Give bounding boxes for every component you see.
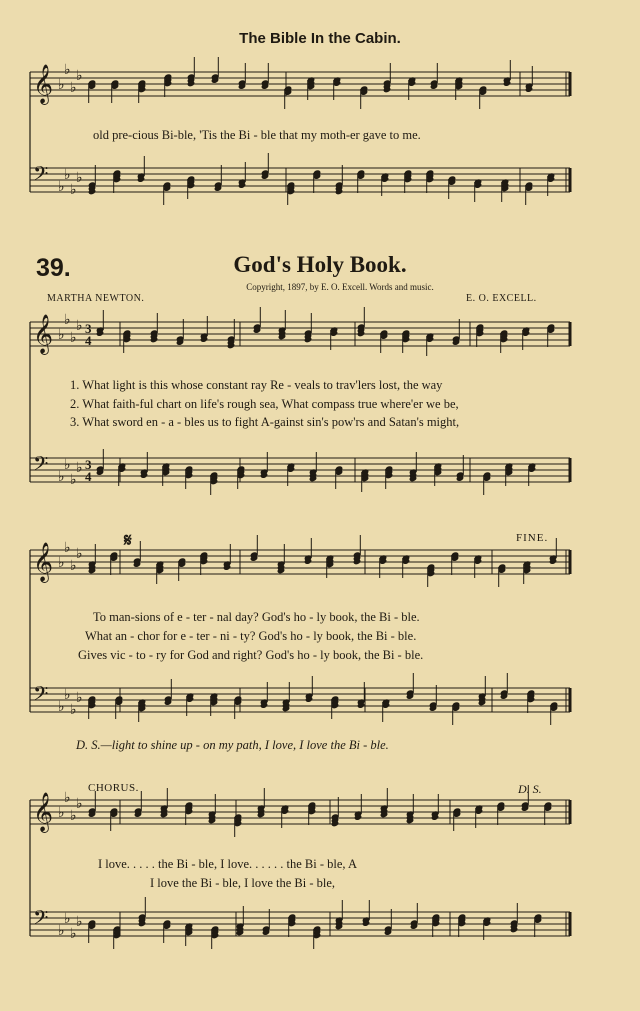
flat-icon: ♭ (70, 472, 77, 488)
fine-marking: FINE. (516, 532, 549, 544)
bass-clef-icon: 𝄢 (33, 682, 49, 710)
flat-icon: ♭ (76, 170, 83, 186)
chorus-lyric-2: I love the Bi - ble, I love the Bi - ble, (150, 876, 336, 890)
hymn-number: 39. (36, 254, 71, 282)
hymn-title: God's Holy Book. (233, 252, 407, 277)
bass-clef-icon: 𝄢 (33, 162, 49, 190)
ds-marking: D. S. (518, 782, 542, 796)
flat-icon: ♭ (58, 555, 65, 571)
ds-lyric: D. S.—light to shine up - on my path, I love, I love the Bi - ble. (76, 738, 389, 752)
flat-icon: ♭ (64, 167, 71, 183)
flat-icon: ♭ (58, 327, 65, 343)
flat-icon: ♭ (58, 179, 65, 195)
flat-icon: ♭ (70, 80, 77, 96)
flat-icon: ♭ (76, 318, 83, 334)
flat-icon: ♭ (64, 457, 71, 473)
flat-icon: ♭ (76, 796, 83, 812)
treble-clef-icon: 𝄞 (33, 64, 54, 104)
chorus-label: CHORUS. (88, 782, 139, 794)
flat-icon: ♭ (76, 68, 83, 84)
treble-clef-icon: 𝄞 (33, 542, 54, 582)
bass-clef-icon: 𝄢 (33, 452, 49, 480)
flat-icon: ♭ (76, 690, 83, 706)
copyright-notice: Copyright, 1897, by E. O. Excell. Words and music. (246, 282, 434, 292)
flat-icon: ♭ (70, 330, 77, 346)
time-signature-bottom: 4 (85, 333, 92, 348)
treble-clef-icon: 𝄞 (33, 314, 54, 354)
flat-icon: ♭ (64, 312, 71, 328)
bass-clef-icon: 𝄢 (33, 906, 49, 934)
flat-icon: ♭ (76, 460, 83, 476)
treble-clef-icon: 𝄞 (33, 792, 54, 832)
composer-credit: E. O. EXCELL. (466, 293, 537, 304)
flat-icon: ♭ (64, 62, 71, 78)
verse-3-line-2: Gives vic - to - ry for God and right? God's ho - ly book, the Bi - ble. (78, 648, 424, 662)
flat-icon: ♭ (70, 558, 77, 574)
time-signature-top: 3 (85, 321, 92, 336)
flat-icon: ♭ (76, 546, 83, 562)
author-credit: MARTHA NEWTON. (47, 293, 145, 304)
flat-icon: ♭ (64, 911, 71, 927)
flat-icon: ♭ (70, 926, 77, 942)
verse-2-line-2: What an - chor for e - ter - ni - ty? God's ho - ly book, the Bi - ble. (85, 629, 417, 643)
top-song-title: The Bible In the Cabin. (239, 30, 401, 47)
time-signature-bottom: 4 (85, 469, 92, 484)
flat-icon: ♭ (58, 469, 65, 485)
top-song-lyric: old pre-cious Bi-ble, 'Tis the Bi - ble that my moth-er gave to me. (93, 128, 421, 142)
flat-icon: ♭ (58, 77, 65, 93)
flat-icon: ♭ (64, 540, 71, 556)
time-signature-top: 3 (85, 457, 92, 472)
flat-icon: ♭ (64, 790, 71, 806)
flat-icon: ♭ (58, 923, 65, 939)
verse-2-line-1: 2. What faith-ful chart on life's rough sea, What compass true where'er we be, (70, 397, 459, 411)
verse-3-line-1: 3. What sword en - a - bles us to fight A-gainst sin's pow'rs and Satan's might, (70, 415, 460, 429)
verse-1-line-1: 1. What light is this whose constant ray Re - veals to trav'lers lost, the way (70, 378, 443, 392)
flat-icon: ♭ (70, 182, 77, 198)
chorus-lyric-1: I love. . . . . the Bi - ble, I love. . . . . . the Bi - ble, A (98, 857, 357, 871)
flat-icon: ♭ (70, 702, 77, 718)
verse-1-line-2: To man-sions of e - ter - nal day? God's ho - ly book, the Bi - ble. (93, 610, 420, 624)
segno-sign: 𝄋 (124, 530, 132, 550)
flat-icon: ♭ (58, 805, 65, 821)
flat-icon: ♭ (64, 687, 71, 703)
flat-icon: ♭ (70, 808, 77, 824)
flat-icon: ♭ (58, 699, 65, 715)
flat-icon: ♭ (76, 914, 83, 930)
